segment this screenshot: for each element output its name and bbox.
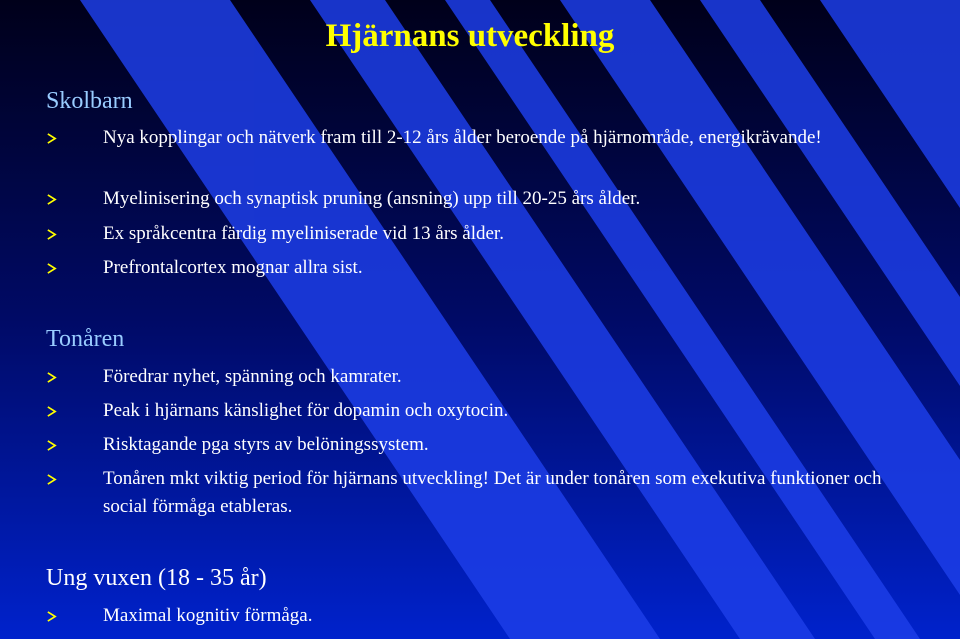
bullet-text: Peak i hjärnans känslighet för dopamin och oxytocin. [103,400,509,421]
bullet-item [46,220,926,248]
bullet-text: Nya kopplingar och nätverk fram till 2-12 års ålder beroende på hjärnområde, energikrävande! [103,127,822,148]
bullet-item [46,431,926,459]
bullet-text: Maximal kognitiv förmåga. [103,605,313,626]
chevron-arrow-icon [46,194,57,205]
chevron-arrow-icon [46,133,57,144]
bullet-item [46,124,926,152]
section-heading-ung-vuxen [46,565,267,592]
section-heading-label: Tonåren [46,326,125,352]
section-heading-label: Skolbarn [46,88,133,114]
chevron-arrow-icon [46,263,57,274]
chevron-arrow-icon [46,611,57,622]
chevron-arrow-icon [46,406,57,417]
bullet-text: Risktagande pga styrs av belöningssystem. [103,434,429,455]
bullet-text: Ex språkcentra färdig myeliniserade vid 13 års ålder. [103,223,504,244]
chevron-arrow-icon [46,372,57,383]
section-heading-age-range: (18 - 35 år) [157,565,267,591]
chevron-arrow-icon [46,229,57,240]
bullet-item [46,185,926,213]
section-heading-tonaren [46,326,124,353]
bullet-text: Prefrontalcortex mognar allra sist. [103,257,363,278]
slide-title: Hjärnans utveckling [325,18,615,54]
section-heading-skolbarn [46,88,133,115]
bullet-item [46,602,926,630]
bullet-item [46,397,926,425]
bullet-item [46,254,926,282]
bullet-item [46,363,926,391]
bullet-text: Tonåren mkt viktig period för hjärnans utveckling! Det är under tonåren som exekutiva funktioner och social förmåga etableras. [103,468,882,517]
chevron-arrow-icon [46,440,57,451]
bullet-text: Föredrar nyhet, spänning och kamrater. [103,366,402,387]
bullet-text: Myelinisering och synaptisk pruning (ansning) upp till 20-25 års ålder. [103,188,641,209]
bullet-item [46,465,926,521]
section-heading-label: Ung vuxen [46,565,152,591]
chevron-arrow-icon [46,474,57,485]
